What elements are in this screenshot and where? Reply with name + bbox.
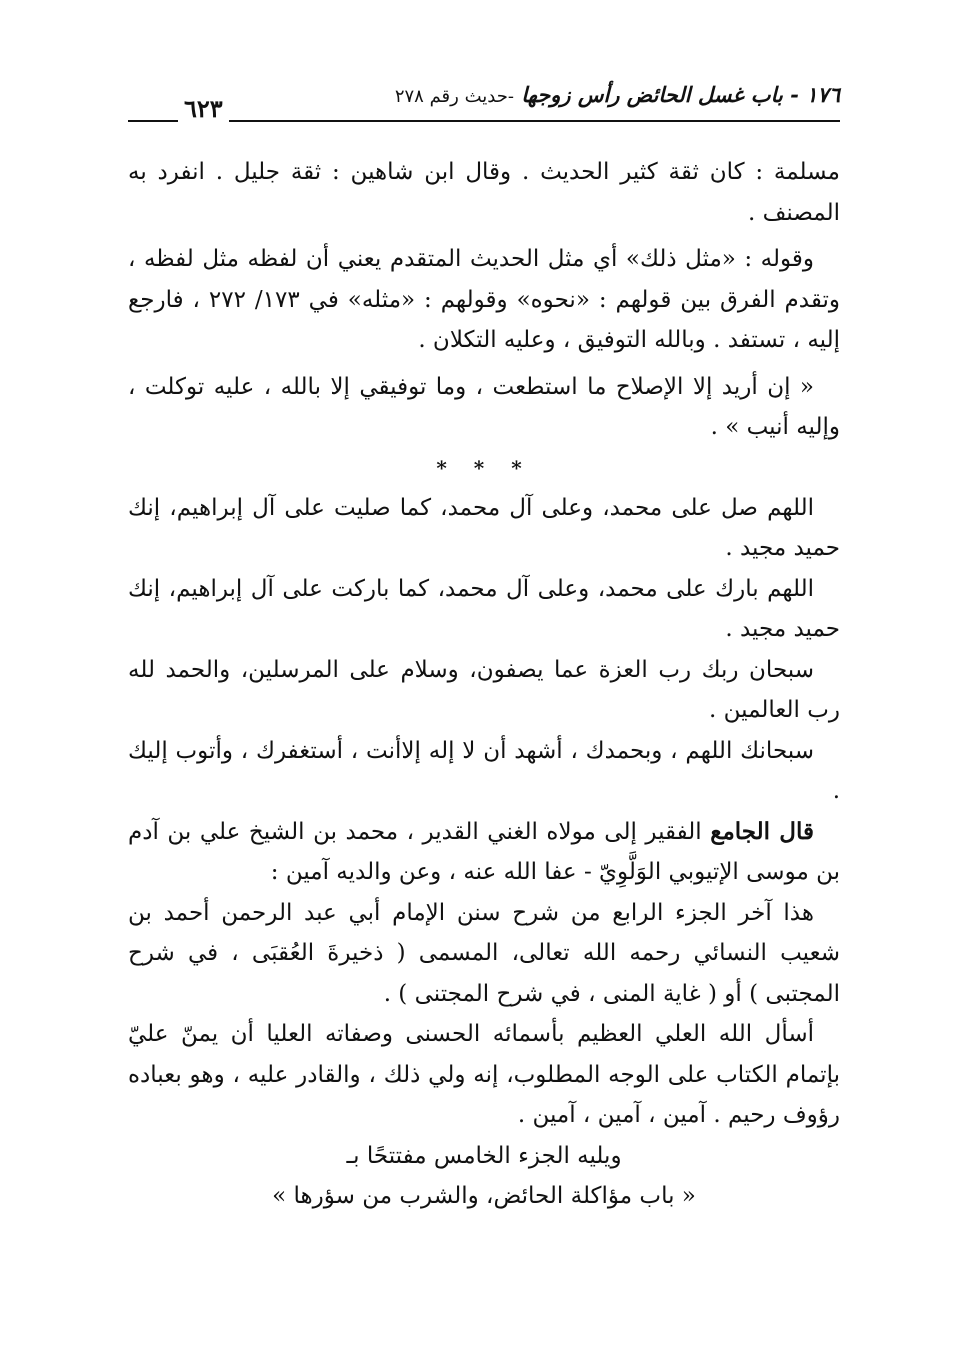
- closing-barakah: اللهم بارك على محمد، وعلى آل محمد، كما باركت على آل إبراهيم، إنك حميد مجيد .: [128, 575, 840, 642]
- hadith-number: -حديث رقم ٢٧٨: [394, 86, 514, 107]
- running-header: [128, 78, 840, 122]
- chapter-heading: [395, 82, 840, 107]
- compiler-label: قال الجامع: [710, 817, 814, 845]
- chapter-title: ١٧٦ - باب غسل الحائض رأس زوجها: [521, 82, 840, 107]
- book-page: [128, 78, 840, 1217]
- paragraph-commentary: وقوله : «مثل ذلك» أي مثل الحديث المتقدم يعني أن لفظه مثل لفظه ، وتقدم الفرق بين قولهم : «نحوه» وقولهم : «مثله» في ١٧٣/ ٢٧٢ ، فارجع إليه ، تستفد . وبالله التوفيق ، وعليه التكلان .: [128, 246, 841, 353]
- supplication: أسأل الله العلي العظيم بأسمائه الحسنى وصفاته العليا أن يمنّ عليّ بإتمام الكتاب على الوجه المطلوب، إنه ولي ذلك ، والقادر عليه ، وهو بعباده رؤوف رحيم . آمين ، آمين ، آمين .: [128, 1021, 840, 1128]
- volume-end-note: هذا آخر الجزء الرابع من شرح سنن الإمام أبي عبد الرحمن أحمد بن شعيب النسائي رحمه الله تعالى، المسمى ( ذخيرةَ العُقبَى ، في شرح المجتبى ) أو ( غاية المنى ، في شرح المجتنى ) .: [128, 899, 840, 1007]
- paragraph-quran-quote: « إن أريد إلا الإصلاح ما استطعت ، وما توفيقي إلا بالله ، عليه توكلت ، وإليه أنيب » .: [128, 373, 840, 440]
- body-text: [128, 152, 840, 1217]
- closing-salawat: اللهم صل على محمد، وعلى آل محمد، كما صليت على آل إبراهيم، إنك حميد مجيد .: [128, 494, 840, 561]
- closing-tasbih: سبحان ربك رب العزة عما يصفون، وسلام على المرسلين، والحمد لله رب العالمين .: [128, 656, 840, 723]
- paragraph-narrator-note: مسلمة : كان ثقة كثير الحديث . وقال ابن شاهين : ثقة جليل . انفرد به المصنف .: [128, 159, 840, 226]
- page-number: ٦٢٣: [178, 90, 229, 128]
- compiler-text: الفقير إلى مولاه الغني القدير ، محمد بن الشيخ علي بن آدم بن موسى الإتيوبي الوَلَّوِيّ - عفا الله عنه ، وعن والديه آمين :: [128, 818, 840, 885]
- section-separator: * * *: [436, 455, 532, 480]
- next-volume-intro: ويليه الجزء الخامس مفتتحًا بـ: [346, 1142, 622, 1169]
- next-volume-title: « باب مؤاكلة الحائض، والشرب من سؤرها »: [272, 1183, 696, 1209]
- closing-kaffarah: سبحانك اللهم ، وبحمدك ، أشهد أن لا إله إلاأنت ، أستغفرك ، وأتوب إليك .: [128, 737, 840, 804]
- compiler-statement: [128, 812, 840, 893]
